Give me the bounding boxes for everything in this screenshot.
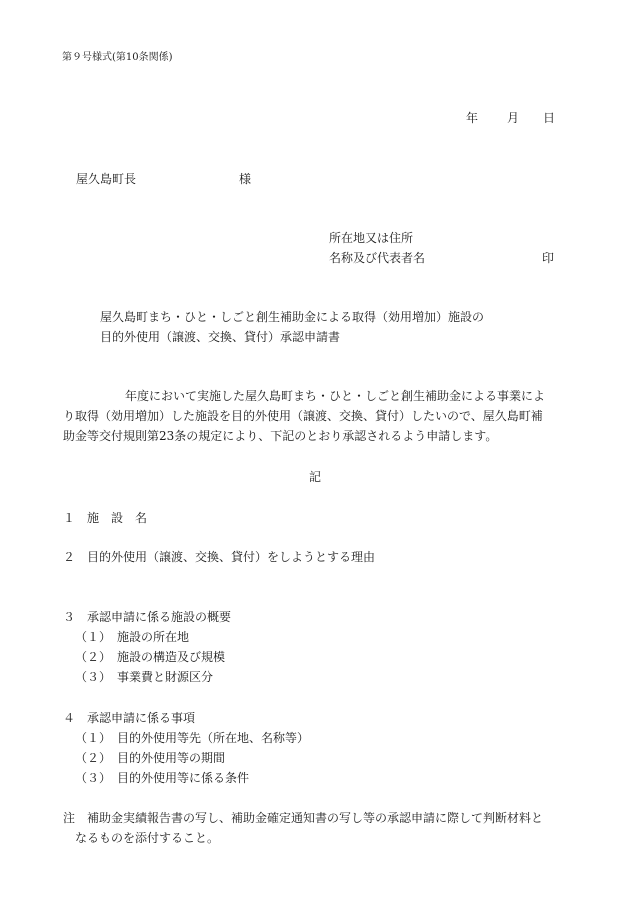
date-year-label: 年 [466,111,479,125]
item-4-sub-2: （２） 目的外使用等の期間 [75,751,226,765]
body-line-2: り取得（効用増加）した施設を目的外使用（譲渡、交換、貸付）したいので、屋久島町補 [63,409,543,423]
note-line-2: なるものを添付すること。 [63,831,220,845]
ki-heading: 記 [309,470,322,484]
note-line-1: 注 補助金実績報告書の写し、補助金確定通知書の写し等の承認申請に際して判断材料と [63,811,544,825]
form-number: 第９号様式(第10条関係) [62,52,173,63]
seal-mark: 印 [542,251,555,265]
body-line-3: 助金等交付規則第23条の規定により、下記のとおり承認されるよう申請します。 [63,429,498,443]
date-day-label: 日 [543,111,556,125]
item-3-sub-1: （１） 施設の所在地 [75,630,190,644]
item-4-sub-1: （１） 目的外使用等先（所在地、名称等） [75,731,310,745]
body-line-1: 年度において実施した屋久島町まち・ひと・しごと創生補助金による事業によ [125,389,546,403]
item-2: ２ 目的外使用（譲渡、交換、貸付）をしようとする理由 [63,550,376,564]
title-line-2: 目的外使用（譲渡、交換、貸付）承認申請書 [100,330,341,344]
item-4-sub-3: （３） 目的外使用等に係る条件 [75,771,250,785]
item-3-sub-2: （２） 施設の構造及び規模 [75,650,226,664]
applicant-name-label: 名称及び代表者名 [329,251,426,265]
addressee-honorific: 様 [239,172,252,186]
title-line-1: 屋久島町まち・ひと・しごと創生補助金による取得（効用増加）施設の [100,310,485,324]
applicant-address-label: 所在地又は住所 [329,231,414,245]
item-3-heading: ３ 承認申請に係る施設の概要 [63,610,232,624]
item-3-sub-3: （３） 事業費と財源区分 [75,670,214,684]
item-4-heading: ４ 承認申請に係る事項 [63,711,196,725]
item-1: １ 施 設 名 [63,511,148,525]
addressee-name: 屋久島町長 [76,172,137,186]
date-month-label: 月 [507,111,520,125]
